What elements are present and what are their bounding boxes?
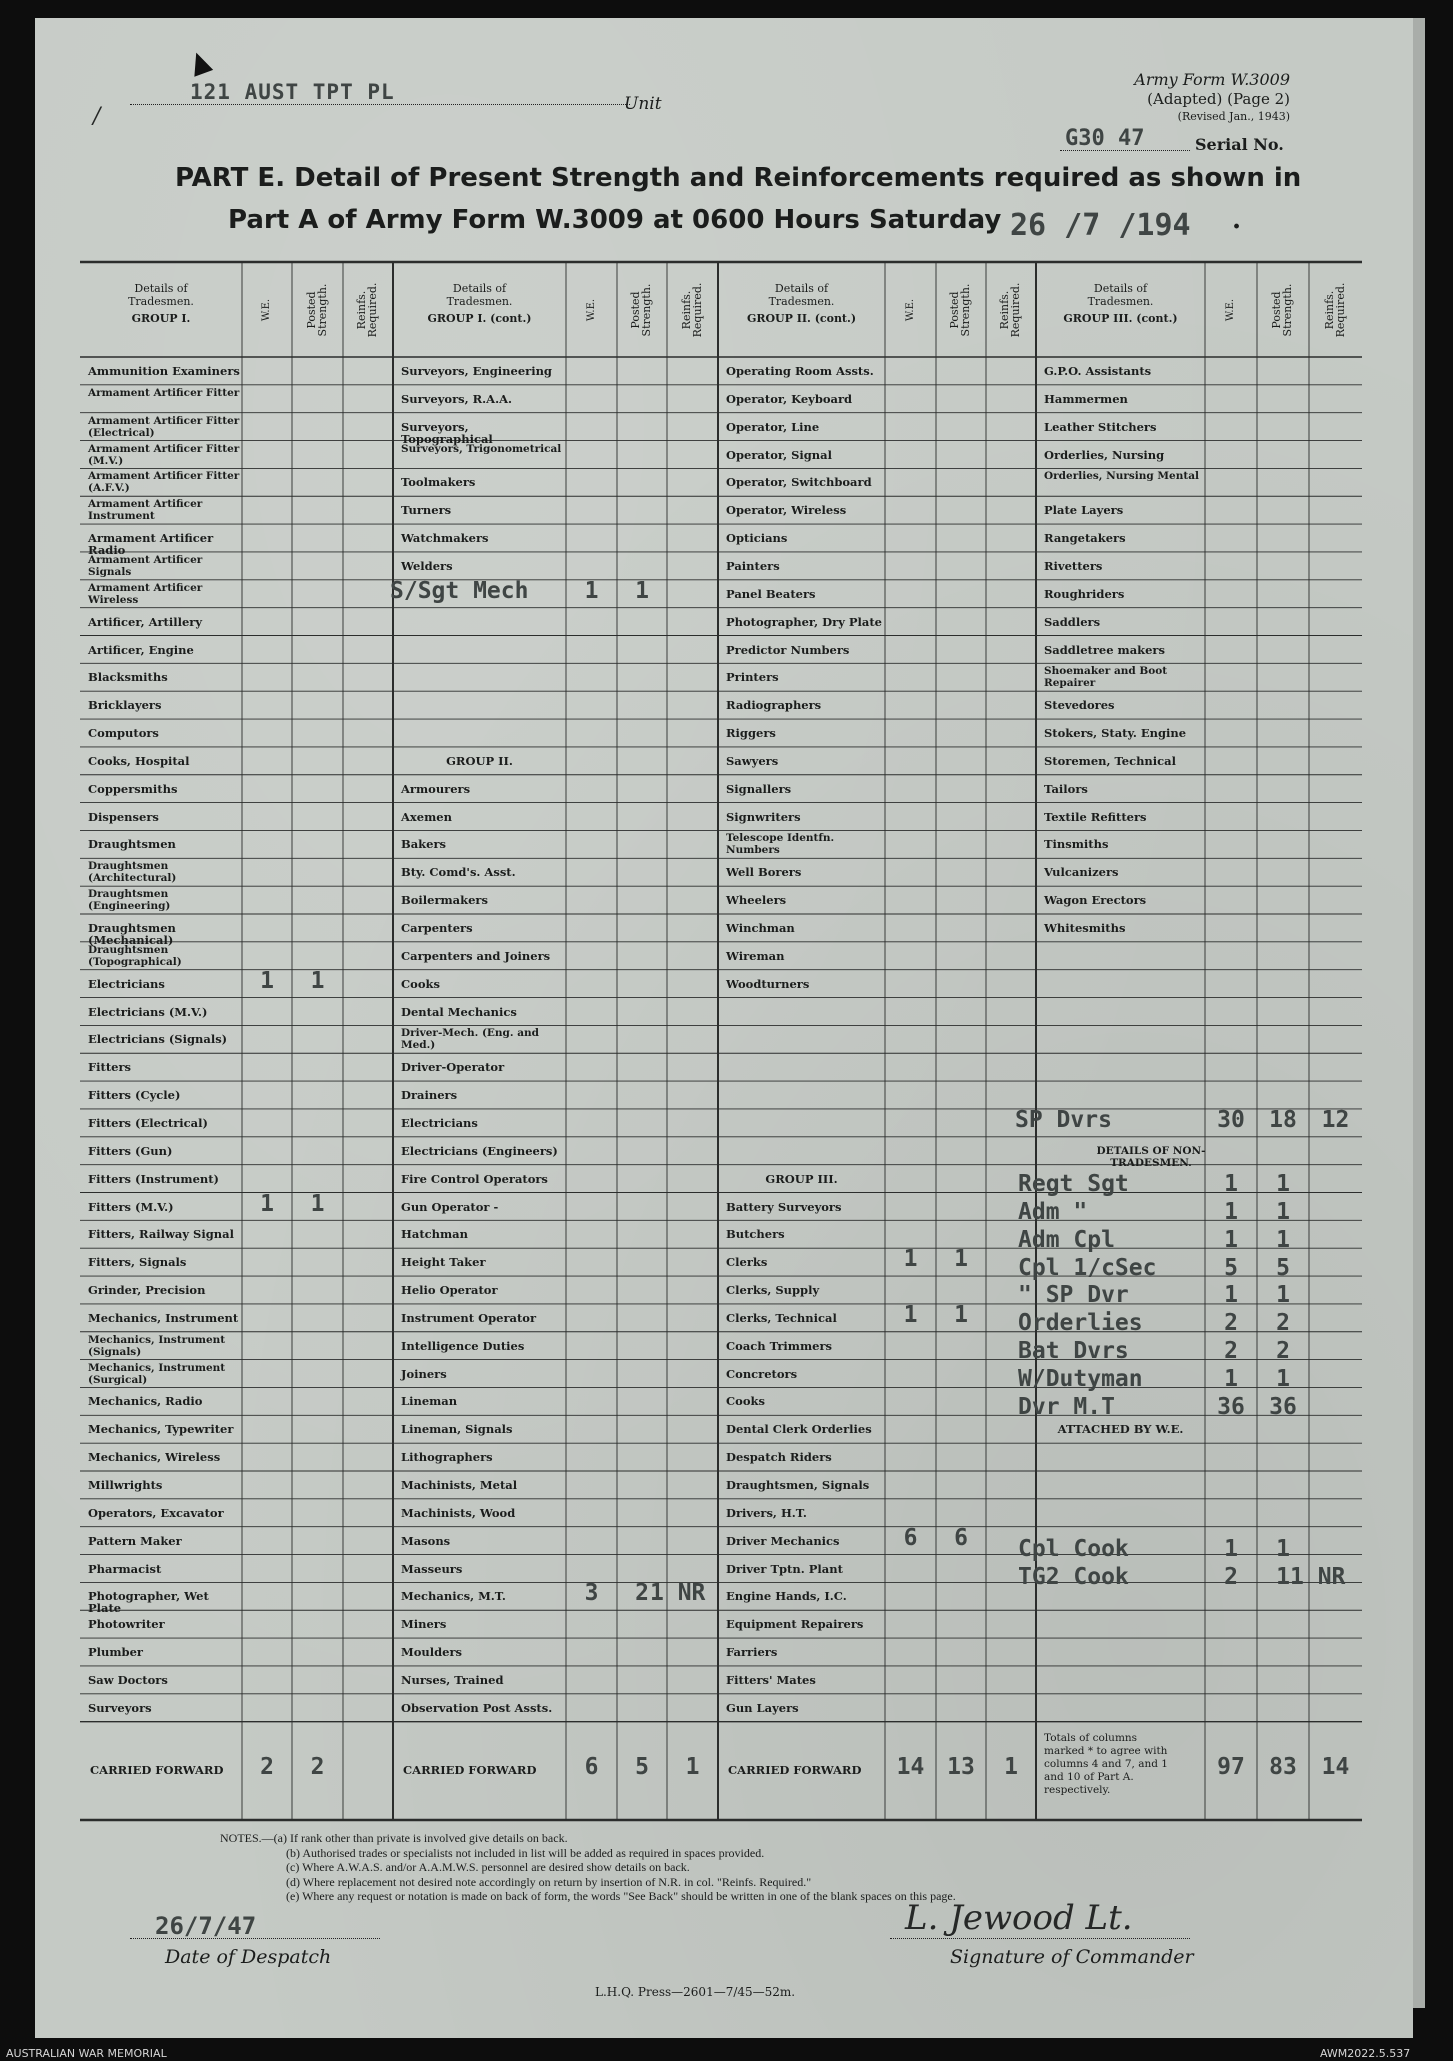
nontradesman-name: Dvr M.T [1018, 1393, 1115, 1420]
unit-value: 121 AUST TPT PL [190, 80, 395, 104]
row-label: Mechanics, M.T. [401, 1589, 506, 1604]
unit-label: Unit [624, 94, 662, 114]
column-header-posted: Posted Strength. [629, 283, 653, 336]
attached-name: TG2 Cook [1018, 1563, 1129, 1590]
row-label: Surveyors, Topographical [401, 419, 493, 446]
row-label: Carpenters and Joiners [401, 948, 551, 963]
nontradesman-we: 1 [1224, 1226, 1238, 1253]
row-label: Clerks [726, 1255, 768, 1270]
row-label: Drainers [401, 1088, 458, 1103]
title-dot: . [1232, 205, 1242, 235]
row-label: Dental Clerk Orderlies [726, 1422, 872, 1437]
row-label: Well Borers [726, 865, 802, 880]
nontradesman-name: W/Dutyman [1018, 1365, 1143, 1392]
row-label: Machinists, Wood [401, 1505, 516, 1520]
row-label: Armament Artificer Wireless [88, 581, 203, 606]
carried-forward-reinfs: 14 [1321, 1753, 1350, 1780]
row-label: Telescope Identfn. Numbers [726, 832, 835, 857]
row-label: Roughriders [1044, 586, 1125, 601]
typed-posted: 2 [635, 1580, 649, 1607]
row-label: Fitters, Railway Signal [88, 1227, 234, 1242]
row-label: Orderlies, Nursing [1044, 447, 1165, 462]
row-label: Watchmakers [401, 531, 489, 546]
row-label: Textile Refitters [1044, 809, 1147, 824]
column-header-reinfs: Reinfs. Required. [1322, 282, 1347, 337]
typed-trade-name: S/Sgt Mech [390, 577, 529, 604]
nontradesman-posted: 5 [1276, 1254, 1290, 1281]
row-label: Operator, Signal [726, 447, 832, 462]
row-label: Battery Surveyors [726, 1199, 842, 1214]
typed-we: 6 [903, 1524, 918, 1551]
row-label: Armament Artificer Radio [88, 531, 214, 558]
row-label: Painters [726, 558, 780, 573]
nontradesman-posted: 1 [1276, 1226, 1290, 1253]
group-header: GROUP I. (cont.) [427, 312, 532, 325]
typed-posted: 1 [310, 1190, 325, 1217]
row-label: Surveyors, Trigonometrical [401, 442, 562, 455]
row-label: Operating Room Assts. [726, 364, 874, 378]
row-label: Signallers [726, 781, 792, 796]
row-label: Electricians (M.V.) [88, 1004, 208, 1019]
carried-forward-reinfs: 1 [685, 1753, 700, 1780]
row-label: Fitters' Mates [726, 1672, 816, 1687]
row-label: Millwrights [88, 1478, 163, 1492]
row-label: Engine Hands, I.C. [726, 1589, 847, 1604]
nontradesman-posted: 1 [1276, 1198, 1290, 1225]
row-label: Draughtsmen, Signals [726, 1478, 870, 1492]
row-label: Butchers [726, 1227, 785, 1242]
note-b: (b) Authorised trades or specialists not included in list will be added as required in spaces provided. [286, 1845, 765, 1860]
row-label: Rangetakers [1044, 531, 1126, 546]
carried-forward-we: 6 [584, 1753, 599, 1780]
row-label: Driver Mechanics [726, 1533, 840, 1548]
carried-forward-we: 2 [260, 1753, 274, 1780]
row-label: Ammunition Examiners [88, 364, 240, 378]
nontradesman-we: 2 [1224, 1310, 1238, 1337]
row-label: Mechanics, Instrument (Signals) [88, 1333, 226, 1358]
row-label: DETAILS OF NON-TRADESMEN. [1096, 1144, 1206, 1169]
row-label: Operator, Switchboard [726, 475, 872, 490]
carried-forward-posted: 83 [1269, 1753, 1297, 1780]
row-label: Winchman [726, 921, 795, 935]
row-label: Clerks, Technical [726, 1310, 837, 1325]
column-header-reinfs: Reinfs. Required. [355, 282, 379, 337]
carried-forward-reinfs: 1 [1004, 1753, 1018, 1780]
row-label: Pattern Maker [88, 1533, 182, 1548]
row-label: ATTACHED BY W.E. [1057, 1422, 1184, 1437]
row-label: Fitters (M.V.) [88, 1199, 174, 1214]
date-fill: 26 /7 /194 [1010, 208, 1191, 243]
carried-forward-label: CARRIED FORWARD [403, 1762, 537, 1777]
typed-we: 3 [584, 1580, 599, 1607]
row-label: Coppersmiths [88, 781, 178, 796]
nontradesman-name: Adm Cpl [1018, 1226, 1115, 1253]
note-e: (e) Where any request or notation is made on back of form, the words "See Back" should be written in one of the blank spaces on this page. [286, 1889, 956, 1903]
column-header-posted: Posted Strength. [1270, 283, 1294, 336]
row-label: Wheelers [726, 893, 787, 908]
row-label: Computors [88, 726, 159, 741]
form-revised: (Revised Jan., 1943) [1177, 110, 1290, 123]
printer-line: L.H.Q. Press—2601—7/45—52m. [595, 1985, 796, 1999]
column-header-details [1036, 282, 1205, 325]
row-label: Fitters [88, 1060, 132, 1075]
row-label: Lithographers [401, 1450, 493, 1465]
column-header-details [718, 282, 885, 325]
attached-posted: 1 [1276, 1535, 1290, 1562]
row-label: Orderlies, Nursing Mental [1044, 470, 1199, 483]
row-label: G.P.O. Assistants [1044, 364, 1152, 378]
row-label: Saddlers [1044, 614, 1101, 629]
row-label: Cooks, Hospital [88, 753, 190, 768]
note-a: NOTES.—(a) If rank other than private is involved give details on back. [220, 1831, 568, 1845]
row-label: Wagon Erectors [1044, 893, 1147, 908]
row-label: Mechanics, Wireless [88, 1450, 221, 1465]
row-label: Armament Artificer Instrument [88, 498, 203, 523]
carried-forward-posted: 13 [947, 1753, 975, 1780]
note-c: (c) Where A.W.A.S. and/or A.A.M.W.S. personnel are desired show details on back. [286, 1860, 690, 1874]
row-label: GROUP III. [765, 1171, 838, 1186]
row-label: Dental Mechanics [401, 1004, 517, 1019]
attached-reinfs: 1 NR [1290, 1563, 1346, 1590]
row-label: Tailors [1044, 781, 1088, 796]
typed-posted: 1 [310, 967, 325, 994]
row-label: Gun Operator - [401, 1199, 499, 1214]
row-label: Surveyors, R.A.A. [401, 391, 513, 406]
commander-signature: L. Jewood Lt. [905, 1898, 1133, 1938]
row-label: Hammermen [1044, 391, 1128, 406]
column-header-details [80, 282, 242, 325]
group-header: GROUP III. (cont.) [1063, 312, 1178, 325]
carried-forward-label: CARRIED FORWARD [90, 1762, 224, 1777]
row-label: Mechanics, Instrument (Surgical) [88, 1361, 226, 1386]
row-label: Machinists, Metal [401, 1478, 518, 1492]
row-label: Operator, Keyboard [726, 391, 853, 406]
nontradesman-we: 1 [1224, 1198, 1238, 1225]
row-label: Helio Operator [401, 1283, 498, 1298]
row-label: Toolmakers [401, 475, 476, 490]
typed-we: 1 [903, 1246, 918, 1273]
row-label: Opticians [726, 531, 788, 546]
row-label: Wireman [726, 948, 785, 963]
row-label: Carpenters [401, 921, 473, 935]
row-label: Fire Control Operators [401, 1171, 548, 1186]
row-label: Tinsmiths [1044, 837, 1109, 852]
row-label: Blacksmiths [88, 670, 168, 685]
typed-posted: 1 [635, 577, 649, 604]
row-label: Drivers, H.T. [726, 1505, 807, 1520]
row-label: Fitters (Cycle) [88, 1088, 181, 1103]
row-label: Armament Artificer Fitter [88, 386, 240, 399]
row-label: Electricians [88, 976, 165, 991]
row-label: Concretors [726, 1366, 798, 1381]
row-label: Stokers, Staty. Engine [1044, 726, 1187, 741]
nontradesman-posted: 36 [1269, 1393, 1297, 1420]
nontradesman-we: 5 [1224, 1254, 1238, 1281]
nontradesman-posted: 2 [1276, 1338, 1290, 1365]
row-label: Moulders [401, 1645, 463, 1660]
row-label: Driver-Mech. (Eng. and Med.) [401, 1027, 539, 1052]
nontradesman-name: " SP Dvr [1018, 1282, 1129, 1309]
row-label: Signwriters [726, 809, 801, 824]
row-label: Photowriter [88, 1617, 165, 1632]
row-label: Miners [401, 1617, 447, 1632]
row-label: Masons [401, 1533, 451, 1548]
row-label: Mechanics, Typewriter [88, 1422, 234, 1437]
despatch-label: Date of Despatch [165, 1946, 332, 1968]
serial-value: G30 47 [1065, 126, 1145, 151]
row-label: Fitters (Instrument) [88, 1171, 219, 1186]
row-label: Hatchman [401, 1227, 468, 1242]
row-label: Equipment Repairers [726, 1617, 864, 1632]
column-header-we: W.E. [1225, 298, 1236, 321]
typed-reinfs: 1 NR [650, 1580, 706, 1607]
row-label: Instrument Operator [401, 1310, 537, 1325]
row-label: Draughtsmen (Topographical) [88, 943, 182, 968]
nontradesman-we: 1 [1224, 1282, 1238, 1309]
row-label: Storemen, Technical [1044, 753, 1176, 768]
nontradesman-we: 2 [1224, 1338, 1238, 1365]
row-label: Artificer, Engine [88, 642, 194, 657]
row-label: Pharmacist [88, 1561, 162, 1576]
row-label: Saddletree makers [1044, 642, 1165, 657]
nontradesman-name: Regt Sgt [1018, 1171, 1129, 1197]
carried-forward-we: 97 [1217, 1753, 1245, 1780]
row-label: Fitters (Gun) [88, 1143, 173, 1158]
row-label: Farriers [726, 1645, 778, 1660]
row-label: Photographer, Dry Plate [726, 614, 882, 629]
column-header-we: W.E. [904, 298, 916, 321]
row-label: Riggers [726, 726, 776, 741]
row-label: Mechanics, Instrument [88, 1310, 239, 1325]
row-label: Despatch Riders [726, 1450, 832, 1465]
typed-we: 1 [260, 1190, 274, 1217]
row-label: Cooks [726, 1394, 765, 1409]
serial-label: Serial No. [1195, 135, 1284, 154]
group-header: GROUP II. (cont.) [746, 312, 857, 325]
carried-forward-posted: 2 [310, 1753, 325, 1780]
row-label: Stevedores [1044, 698, 1115, 713]
row-label: Operator, Wireless [726, 503, 847, 518]
row-label: Surveyors, Engineering [401, 364, 552, 378]
row-label: Bakers [401, 837, 446, 852]
archive-credit: AUSTRALIAN WAR MEMORIAL [6, 2047, 167, 2060]
row-label: Plate Layers [1044, 503, 1124, 518]
nontradesman-posted: 2 [1276, 1310, 1290, 1337]
form-title: Army Form W.3009 [1134, 70, 1290, 89]
row-label: Electricians (Signals) [88, 1032, 228, 1047]
signature-line [890, 1938, 1190, 1939]
attached-posted: 1 [1276, 1563, 1290, 1590]
nontradesman-we: 1 [1224, 1171, 1238, 1197]
row-label: Mechanics, Radio [88, 1394, 203, 1409]
typed-trade-name: SP Dvrs [1015, 1106, 1112, 1133]
nontradesman-we: 36 [1217, 1393, 1245, 1420]
row-label: Lineman [401, 1394, 458, 1409]
row-label: Fitters, Signals [88, 1255, 187, 1270]
typed-reinfs: 12 [1321, 1106, 1350, 1133]
row-label: Driver-Operator [401, 1060, 505, 1075]
row-label: Height Taker [401, 1255, 486, 1270]
row-label: Woodturners [726, 976, 810, 991]
attached-we: 1 [1224, 1535, 1238, 1562]
row-label: Plumber [88, 1645, 143, 1660]
header-details-text: Details of Tradesmen. [446, 282, 513, 308]
column-header-we: W.E. [261, 298, 272, 321]
row-label: Bty. Comd's. Asst. [401, 865, 516, 880]
row-label: Coach Trimmers [726, 1338, 832, 1353]
nontradesman-we: 1 [1224, 1365, 1238, 1392]
row-label: Artificer, Artillery [88, 614, 203, 629]
row-label: Operator, Line [726, 419, 820, 434]
form-adapted: (Adapted) (Page 2) [1147, 90, 1290, 108]
column-header-reinfs: Reinfs. Required. [998, 282, 1022, 337]
typed-we: 30 [1217, 1106, 1245, 1133]
row-label: Clerks, Supply [726, 1283, 820, 1298]
typed-posted: 18 [1269, 1106, 1297, 1133]
column-header-details [393, 282, 566, 325]
row-label: Surveyors [88, 1700, 152, 1715]
row-label: Rivetters [1044, 558, 1103, 573]
row-label: Draughtsmen [88, 837, 176, 852]
typed-we: 1 [260, 967, 274, 994]
row-label: Turners [401, 503, 452, 518]
row-label: Welders [401, 558, 453, 573]
nontradesman-posted: 1 [1276, 1365, 1290, 1392]
row-label: Photographer, Wet Plate [88, 1589, 209, 1616]
nontradesman-name: Adm " [1018, 1198, 1088, 1225]
row-label: Operators, Excavator [88, 1505, 224, 1520]
row-label: Sawyers [726, 753, 779, 768]
row-label: Draughtsmen (Engineering) [88, 888, 171, 913]
row-label: Armament Artificer Fitter (A.F.V.) [88, 470, 240, 495]
row-label: Armament Artificer Fitter (Electrical) [88, 414, 240, 439]
row-label: Driver Tptn. Plant [726, 1561, 843, 1576]
row-label: Predictor Numbers [726, 642, 850, 657]
group-header: GROUP I. [131, 312, 191, 325]
nontradesman-name: Cpl 1/cSec [1018, 1254, 1157, 1281]
row-label: Draughtsmen (Architectural) [88, 860, 177, 885]
nontradesman-name: Orderlies [1018, 1310, 1143, 1337]
row-label: Dispensers [88, 809, 159, 824]
row-label: Panel Beaters [726, 586, 816, 601]
despatch-date: 26/7/47 [155, 1912, 257, 1940]
row-label: Fitters (Electrical) [88, 1115, 208, 1130]
typed-posted: 1 [954, 1246, 968, 1273]
row-label: Grinder, Precision [88, 1283, 206, 1298]
row-label: Observation Post Assts. [401, 1700, 553, 1715]
row-label: Printers [726, 670, 779, 685]
row-label: Shoemaker and Boot Repairer [1044, 665, 1168, 690]
row-label: Electricians [401, 1115, 478, 1130]
row-label: Nurses, Trained [401, 1672, 504, 1687]
row-label: Leather Stitchers [1044, 419, 1157, 434]
nontradesman-posted: 1 [1276, 1282, 1290, 1309]
row-label: Armourers [401, 781, 471, 796]
row-label: Radiographers [726, 698, 822, 713]
header-details-text: Details of Tradesmen. [1087, 282, 1154, 308]
unit-line [130, 104, 630, 105]
column-header-posted: Posted Strength. [948, 283, 972, 336]
row-label: Vulcanizers [1044, 865, 1119, 880]
row-label: Whitesmiths [1044, 921, 1126, 935]
row-label: Saw Doctors [88, 1672, 168, 1687]
paper-edge [1413, 18, 1425, 2008]
nontradesman-posted: 1 [1276, 1171, 1290, 1197]
totals-note: Totals of columns marked * to agree with columns 4 and 7, and 1 and 10 of Part A. respectively. [1044, 1731, 1168, 1796]
page-title-line2: Part A of Army Form W.3009 at 0600 Hours Saturday [228, 205, 1002, 235]
header-details-text: Details of Tradesmen. [128, 282, 194, 308]
nontradesman-name: Bat Dvrs [1018, 1338, 1129, 1365]
typed-we: 1 [903, 1301, 918, 1328]
attached-name: Cpl Cook [1018, 1535, 1129, 1562]
column-header-we: W.E. [585, 298, 597, 321]
column-header-posted: Posted Strength. [304, 283, 329, 336]
row-label: Axemen [401, 809, 452, 824]
row-label: Boilermakers [401, 893, 488, 908]
row-label: Masseurs [401, 1561, 463, 1576]
typed-posted: 6 [954, 1524, 968, 1551]
carried-forward-posted: 5 [635, 1753, 649, 1780]
row-label: Draughtsmen (Mechanical) [88, 921, 176, 947]
attached-we: 2 [1224, 1563, 1238, 1590]
typed-posted: 1 [954, 1301, 968, 1328]
carried-forward-we: 14 [896, 1753, 925, 1780]
tick-mark: / [93, 104, 101, 129]
row-label: GROUP II. [446, 753, 513, 768]
row-label: Electricians (Engineers) [401, 1143, 558, 1158]
column-header-reinfs: Reinfs. Required. [679, 282, 704, 337]
row-label: Lineman, Signals [401, 1422, 513, 1437]
row-label: Armament Artificer Signals [88, 553, 203, 578]
typed-we: 1 [584, 577, 599, 604]
page-title-line1: PART E. Detail of Present Strength and Reinforcements required as shown in [175, 163, 1302, 193]
row-label: Intelligence Duties [401, 1338, 525, 1353]
carried-forward-label: CARRIED FORWARD [728, 1762, 862, 1777]
row-label: Joiners [401, 1366, 447, 1381]
note-d: (d) Where replacement not desired note accordingly on return by insertion of N.R. in col. "Reinfs. Required." [286, 1874, 812, 1889]
row-label: Armament Artificer Fitter (M.V.) [88, 442, 240, 467]
row-label: Gun Layers [726, 1700, 799, 1715]
row-label: Bricklayers [88, 698, 162, 713]
archive-id: AWM2022.5.537 [1320, 2047, 1411, 2060]
row-label: Cooks [401, 976, 440, 991]
notes [220, 1831, 956, 1904]
signature-label: Signature of Commander [950, 1946, 1194, 1968]
header-details-text: Details of Tradesmen. [768, 282, 835, 308]
